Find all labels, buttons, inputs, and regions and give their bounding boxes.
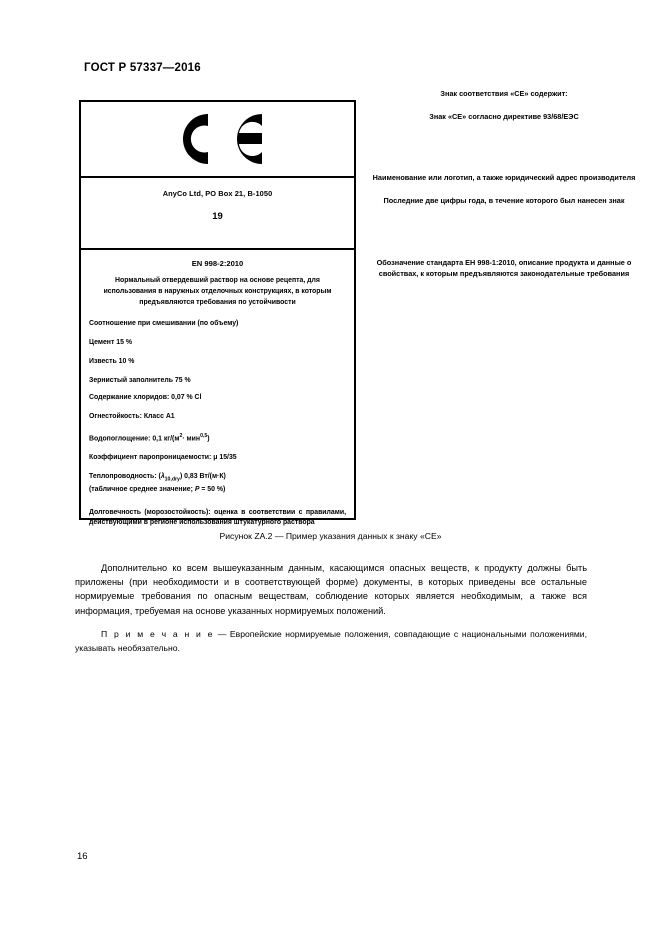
spec-mix-ratio: Соотношение при смешивании (по объему) (89, 319, 239, 327)
water-absorption-mid: · мин (182, 435, 201, 443)
note-label: П р и м е ч а н и е (101, 629, 215, 639)
thermal-value: ) 0,83 Вт/(м·К) (179, 473, 226, 481)
water-absorption-exp-time: 0,5 (200, 433, 208, 440)
ce-mark-cell (81, 102, 354, 178)
spec-fire-resistance: Огнестойкость: Класс А1 (89, 413, 175, 421)
body-paragraph: Дополнительно ко всем вышеуказанным данным, касающимся опасных веществ, к продукту должны быть приложены (при необходимости и в соответствующей форме) документы, в которых приведены все остальные нормируемые требования по опасным веществам, соблюдение которых является необходимым, а также вся информация, требуемая на основе указанных нормируемых положений. (75, 563, 587, 616)
ce-marking-label (79, 100, 356, 527)
body-text-block (75, 561, 587, 618)
annotation-ce-directive: Знак «CE» согласно директиве 93/68/ЕЭС (429, 112, 579, 121)
note-paragraph (75, 627, 587, 655)
specification-cell (81, 250, 354, 539)
thermal-p-symbol: P (194, 486, 200, 494)
spec-chloride: Содержание хлоридов: 0,07 % Cl (89, 394, 202, 402)
spec-thermal-conductivity (89, 472, 346, 495)
spec-aggregate: Зернистый заполнитель 75 % (89, 376, 191, 384)
water-absorption-exp-area: 2 (179, 433, 183, 440)
water-absorption-text: Водопоглощение: 0,1 кг/(м (89, 435, 180, 443)
annotation-year-digits: Последние две цифры года, в течение которого был нанесен знак (383, 196, 625, 205)
thermal-note-suffix: = 50 %) (199, 486, 226, 494)
annotation-ce-contains: Знак соответствия «CE» содержит: (440, 89, 568, 98)
manufacturer-name: AnyCo Ltd, PO Box 21, B-1050 (162, 189, 273, 198)
running-head: ГОСТ Р 57337—2016 (84, 62, 201, 74)
annotation-manufacturer-address: Наименование или логотип, а также юридический адрес производителя (372, 173, 636, 182)
thermal-subscript: 10,dry (164, 476, 180, 483)
marking-year: 19 (212, 211, 223, 222)
product-description: Нормальный отвердевший раствор на основе рецепта, для использования в наружных отделочных конструкциях, в которым предъявляются требования по устойчивости (103, 277, 332, 307)
spec-durability: Долговечность (морозостойкость): оценка в соответствии с правилами, действующими в регионе использования штукатурного раствора (89, 508, 346, 527)
water-absorption-end: ) (207, 435, 210, 443)
page-number: 16 (77, 851, 88, 862)
figure-caption: Рисунок ZA.2 — Пример указания данных к знаку «CE» (219, 531, 442, 541)
spec-lime: Известь 10 % (89, 357, 135, 365)
standard-designation: EN 998-2:2010 (191, 259, 244, 268)
annotation-standard-reference: Обозначение стандарта ЕН 998-1:2010, описание продукта и данные о свойствах, к которым предъявляются законодательные требования (376, 258, 632, 278)
manufacturer-cell (81, 178, 354, 250)
thermal-lambda-symbol: λ (160, 473, 165, 481)
spec-cement: Цемент 15 % (89, 338, 132, 346)
spec-water-absorption (89, 431, 346, 445)
ce-logo-icon (169, 111, 267, 167)
spec-vapour-permeability: Коэффициент паропроницаемости: μ 15/35 (89, 454, 237, 462)
note-text: — Европейские нормируемые положения, совпадающие с национальными положениями, указывать необязательно. (75, 629, 587, 653)
thermal-note-prefix: (табличное среднее значение; (89, 486, 195, 494)
thermal-prefix: Теплопроводность: ( (89, 473, 161, 481)
